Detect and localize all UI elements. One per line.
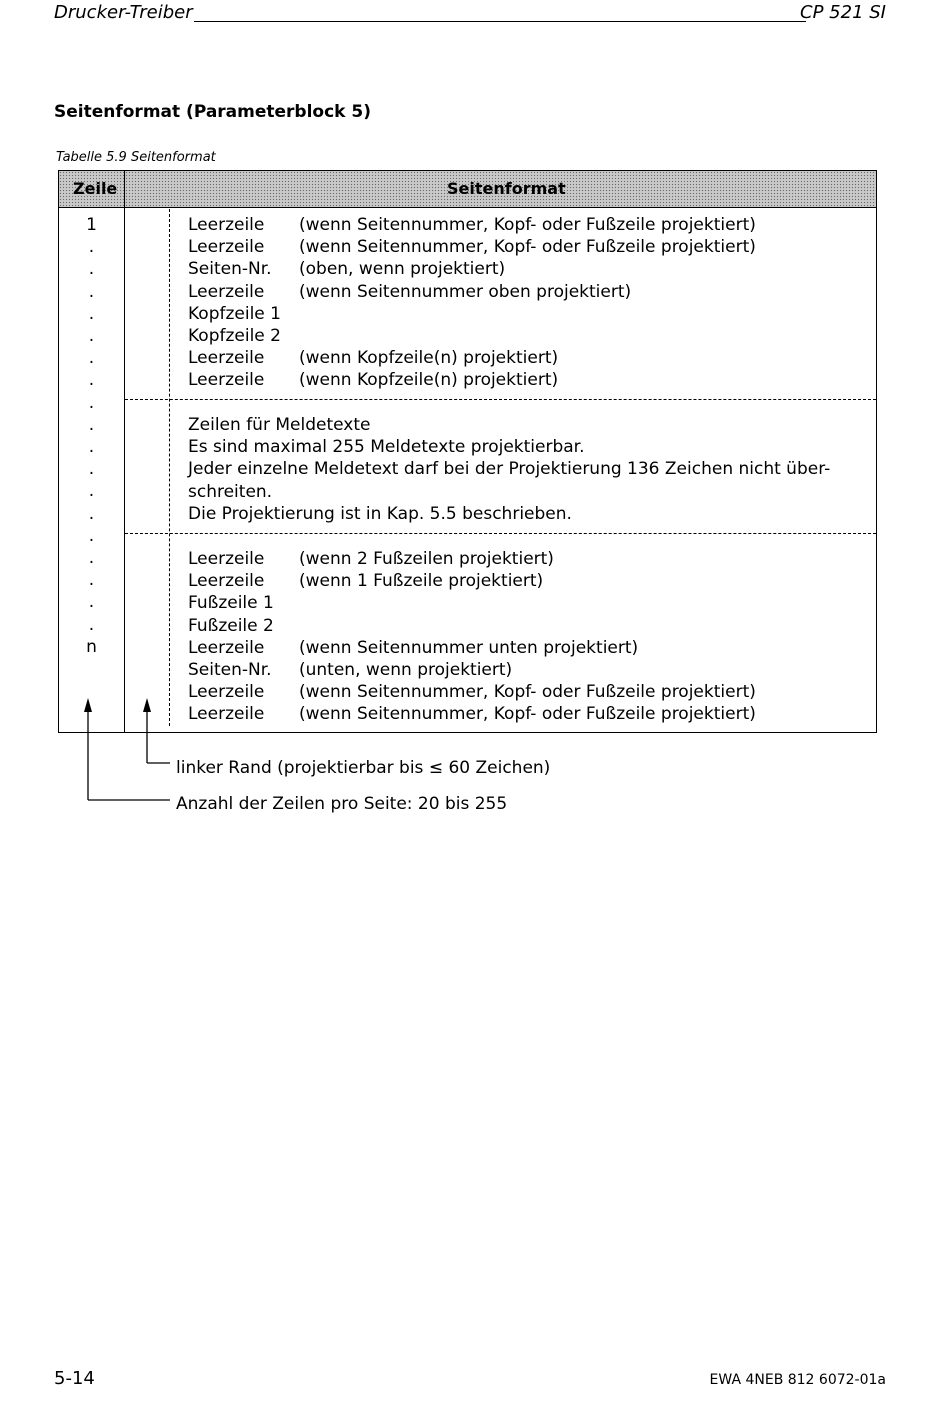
zeile-marker: 1 xyxy=(86,215,97,235)
row-label: Leerzeile xyxy=(188,348,265,369)
zeile-marker: . xyxy=(88,392,95,413)
zeile-marker: . xyxy=(88,303,95,324)
zeile-marker: . xyxy=(88,592,95,613)
table-caption: Tabelle 5.9 Seitenformat xyxy=(56,150,216,165)
row-condition: (wenn Seitennummer, Kopf- oder Fußzeile projektiert) xyxy=(299,682,756,703)
row-label: Leerzeile xyxy=(188,704,265,725)
section-title: Seitenformat (Parameterblock 5) xyxy=(54,102,372,122)
row-label: Kopfzeile 2 xyxy=(188,326,281,346)
row-label: Seiten-Nr. xyxy=(188,259,272,280)
row-label: Seiten-Nr. xyxy=(188,660,272,680)
zeile-marker: . xyxy=(88,570,95,591)
row-condition: (unten, wenn projektiert) xyxy=(299,660,513,680)
zeile-marker: . xyxy=(88,437,95,457)
header-zeile: Zeile xyxy=(73,179,118,198)
zeile-marker: . xyxy=(88,370,95,391)
zeile-marker: . xyxy=(88,503,95,524)
row-label: Kopfzeile 1 xyxy=(188,303,281,324)
row-condition: (wenn 1 Fußzeile projektiert) xyxy=(299,571,544,592)
row-condition: (oben, wenn projektiert) xyxy=(299,259,506,280)
message-text-line: Zeilen für Meldetexte xyxy=(188,415,371,435)
message-text-line: Jeder einzelne Meldetext darf bei der Projektierung 136 Zeichen nicht über- xyxy=(188,459,831,480)
row-condition: (wenn 2 Fußzeilen projektiert) xyxy=(299,549,554,569)
lines-arrow-head xyxy=(84,698,92,712)
row-condition: (wenn Seitennummer, Kopf- oder Fußzeile projektiert) xyxy=(299,215,756,235)
zeile-marker: . xyxy=(88,614,95,635)
zeile-marker: . xyxy=(88,326,95,346)
row-label: Fußzeile 1 xyxy=(188,593,274,614)
message-text-line: Es sind maximal 255 Meldetexte projektierbar. xyxy=(188,437,585,458)
zeile-marker: . xyxy=(88,548,95,568)
row-label: Leerzeile xyxy=(188,682,265,703)
running-header-title: Drucker-Treiber xyxy=(54,2,193,23)
zeile-marker: . xyxy=(88,259,95,280)
zeile-marker: . xyxy=(88,459,95,480)
header-seitenformat: Seitenformat xyxy=(447,179,566,198)
row-label: Leerzeile xyxy=(188,549,265,569)
row-label: Leerzeile xyxy=(188,637,265,658)
row-label: Leerzeile xyxy=(188,215,265,235)
row-condition: (wenn Seitennummer, Kopf- oder Fußzeile projektiert) xyxy=(299,704,756,725)
margin-annotation: linker Rand (projektierbar bis ≤ 60 Zeichen) xyxy=(176,758,551,778)
zeile-marker: . xyxy=(88,237,95,258)
page-number: 5-14 xyxy=(54,1368,95,1389)
row-label: Leerzeile xyxy=(188,237,265,258)
row-label: Leerzeile xyxy=(188,571,265,592)
lines-annotation: Anzahl der Zeilen pro Seite: 20 bis 255 xyxy=(176,794,508,814)
zeile-marker: . xyxy=(88,525,95,546)
row-condition: (wenn Kopfzeile(n) projektiert) xyxy=(299,370,559,391)
zeile-marker: . xyxy=(88,414,95,435)
document-id: EWA 4NEB 812 6072-01a xyxy=(709,1372,886,1388)
message-text-line: Die Projektierung ist in Kap. 5.5 beschrieben. xyxy=(188,503,572,524)
row-label: Leerzeile xyxy=(188,370,265,391)
row-condition: (wenn Kopfzeile(n) projektiert) xyxy=(299,348,559,369)
zeile-marker: . xyxy=(88,281,95,302)
zeile-marker: . xyxy=(88,481,95,502)
zeile-marker: n xyxy=(86,636,97,657)
row-label: Leerzeile xyxy=(188,281,265,302)
message-text-line: schreiten. xyxy=(188,481,273,502)
margin-arrow-head xyxy=(143,698,151,712)
row-condition: (wenn Seitennummer, Kopf- oder Fußzeile projektiert) xyxy=(299,237,756,258)
running-header-product: CP 521 SI xyxy=(800,2,886,23)
row-condition: (wenn Seitennummer unten projektiert) xyxy=(299,637,639,658)
zeile-marker: . xyxy=(88,348,95,369)
row-condition: (wenn Seitennummer oben projektiert) xyxy=(299,281,632,302)
row-label: Fußzeile 2 xyxy=(188,615,274,636)
